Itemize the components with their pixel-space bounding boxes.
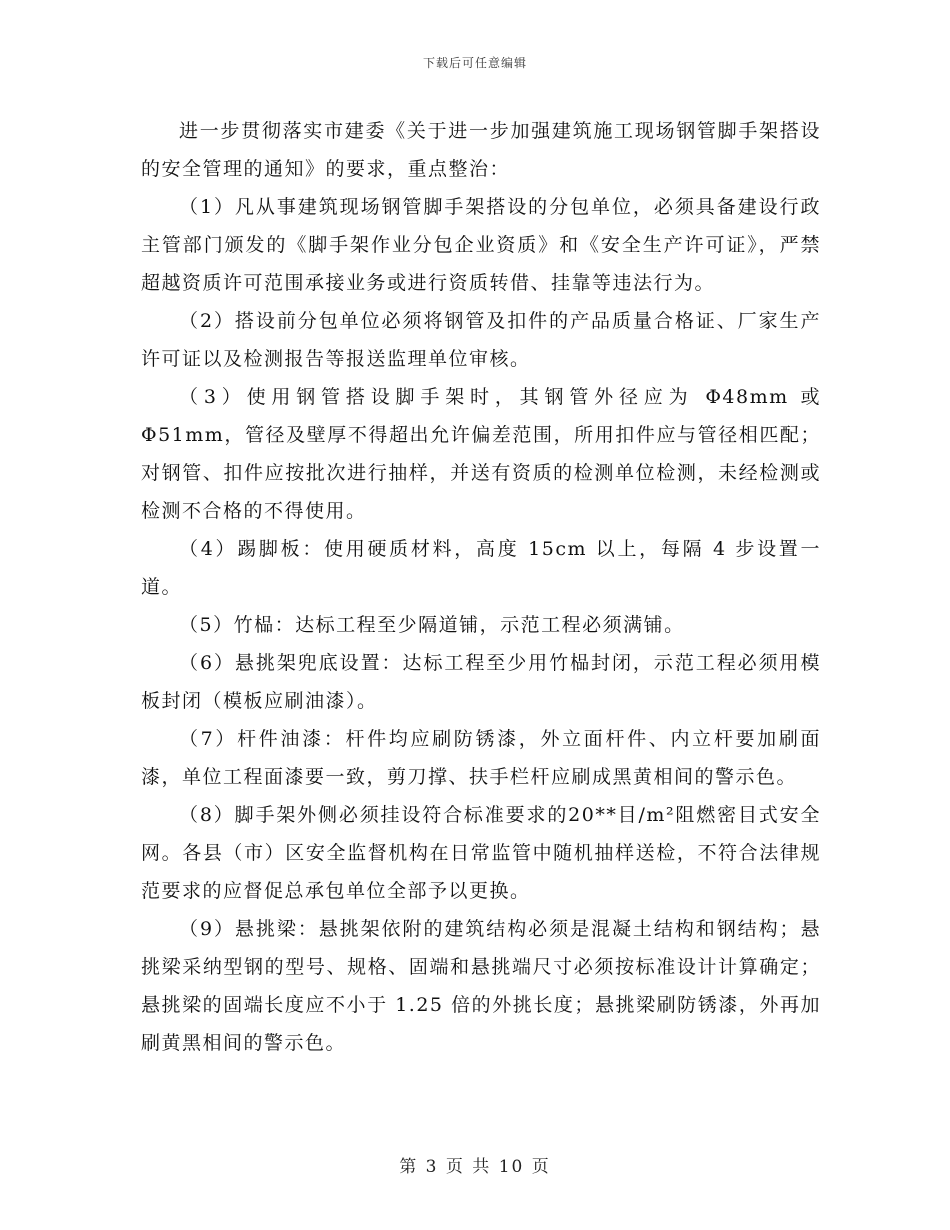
item-3-paragraph: （3）使用钢管搭设脚手架时，其钢管外径应为 Φ48mm 或Φ51mm，管径及壁厚不得超出允许偏差范围，所用扣件应与管径相匹配；对钢管、扣件应按批次进行抽样，并送有资质的检测单位检测，未经检测或检测不合格的不得使用。 xyxy=(141,386,821,522)
item-9-paragraph: （9）悬挑梁：悬挑架依附的建筑结构必须是混凝土结构和钢结构；悬挑梁采纳型钢的型号、规格、固端和悬挑端尺寸必须按标准设计计算确定；悬挑梁的固端长度应不小于 1.25 倍的外挑长度；悬挑梁刷防锈漆，外再加刷黄黑相间的警示色。 xyxy=(141,918,821,1054)
item-8-paragraph: （8）脚手架外侧必须挂设符合标准要求的20**目/m²阻燃密目式安全网。各县（市）区安全监督机构在日常监管中随机抽样送检，不符合法律规范要求的应督促总承包单位全部予以更换。 xyxy=(141,804,821,902)
item-6-paragraph: （6）悬挑架兜底设置：达标工程至少用竹榀封闭，示范工程必须用模板封闭（模板应刷油漆）。 xyxy=(141,652,821,712)
item-1-paragraph: （1）凡从事建筑现场钢管脚手架搭设的分包单位，必须具备建设行政主管部门颁发的《脚手架作业分包企业资质》和《安全生产许可证》，严禁超越资质许可范围承接业务或进行资质转借、挂靠等违法行为。 xyxy=(141,196,821,294)
intro-paragraph: 进一步贯彻落实市建委《关于进一步加强建筑施工现场钢管脚手架搭设的安全管理的通知》的要求，重点整治： xyxy=(141,120,821,180)
page-header: 下载后可任意编辑 xyxy=(422,56,527,70)
item-5-paragraph: （5）竹榀：达标工程至少隔道铺，示范工程必须满铺。 xyxy=(179,614,685,636)
item-7-paragraph: （7）杆件油漆：杆件均应刷防锈漆，外立面杆件、内立杆要加刷面漆，单位工程面漆要一致，剪刀撑、扶手栏杆应刷成黑黄相间的警示色。 xyxy=(141,728,821,788)
page-number-footer: 第 3 页 共 10 页 xyxy=(399,1157,551,1177)
item-2-paragraph: （2）搭设前分包单位必须将钢管及扣件的产品质量合格证、厂家生产许可证以及检测报告等报送监理单位审核。 xyxy=(141,310,821,370)
item-4-paragraph: （4）踢脚板：使用硬质材料，高度 15cm 以上，每隔 4 步设置一道。 xyxy=(141,538,821,598)
document-body xyxy=(141,112,821,1062)
